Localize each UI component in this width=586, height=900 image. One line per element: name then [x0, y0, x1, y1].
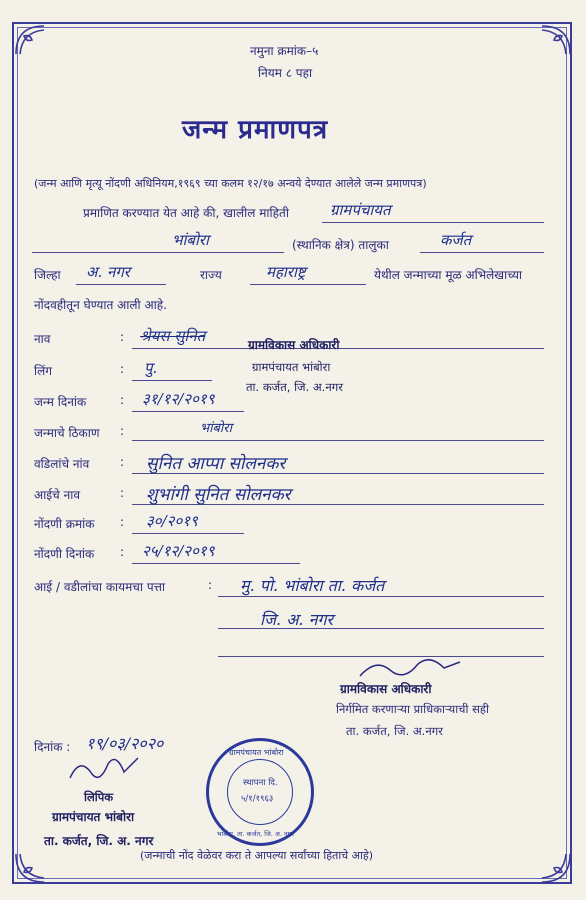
gender-label: लिंग — [34, 364, 53, 378]
state-handwritten: महाराष्ट्र — [266, 263, 306, 281]
mother-name-label: आईचे नाव — [34, 488, 81, 502]
taluka-handwritten: कर्जत — [440, 231, 472, 249]
signatory-caption: निर्गमित करणाऱ्या प्राधिकाऱ्याची सही — [336, 702, 489, 716]
address-line-2-handwritten: जि. अ. नगर — [260, 610, 334, 629]
seal-bottom-text: भांबोरा, ता. कर्जत, जि. अ. नगर — [217, 830, 294, 838]
seal-center-text: स्थापना दि. — [243, 778, 278, 788]
birthplace-label: जन्माचे ठिकाण — [34, 426, 100, 440]
name-handwritten: श्रेयस सुनित — [140, 327, 206, 345]
clerk-office: ग्रामपंचायत भांबोरा — [52, 810, 135, 824]
form-number: नमुना क्रमांक–५ — [250, 44, 319, 58]
corner-ornament-icon — [14, 850, 48, 884]
gender-handwritten: पु. — [144, 359, 158, 377]
officer-signature — [356, 650, 466, 684]
seal-ring-text: ग्रामपंचायत भांबोरा — [229, 748, 284, 757]
clerk-signature — [64, 748, 144, 790]
place-handwritten: भांबोरा — [172, 231, 209, 249]
record-text: येथील जन्माच्या मूळ अभिलेखाच्या — [374, 268, 523, 282]
reg-number-label: नोंदणी क्रमांक — [34, 517, 95, 531]
reg-date-label: नोंदणी दिनांक — [34, 547, 95, 561]
officer-stamp-office: ग्रामपंचायत भांबोरा — [252, 360, 331, 374]
gram-panchayat-seal — [206, 738, 314, 846]
state-label: राज्य — [200, 268, 222, 282]
address-line-1-handwritten: मु. पो. भांबोरा ता. कर्जत — [240, 576, 385, 595]
signatory-place: ता. कर्जत, जि. अ.नगर — [346, 724, 443, 738]
reg-date-handwritten: २५/१२/२०१९ — [142, 542, 215, 560]
reg-number-handwritten: ३०/२०१९ — [146, 512, 198, 530]
record-text-2: नोंदवहीतून घेण्यात आली आहे. — [34, 298, 167, 312]
officer-stamp-place: ता. कर्जत, जि. अ.नगर — [246, 380, 343, 394]
corner-ornament-icon — [538, 850, 572, 884]
corner-ornament-icon — [14, 24, 48, 58]
father-name-label: वडिलांचे नांव — [34, 457, 90, 471]
mother-name-handwritten: शुभांगी सुनित सोलनकर — [146, 485, 291, 505]
authority-handwritten: ग्रामपंचायत — [330, 201, 391, 219]
clerk-place: ता. कर्जत, जि. अ. नगर — [44, 834, 154, 848]
district-handwritten: अ. नगर — [86, 263, 130, 281]
issue-date-handwritten: १९/०३/२०२० — [86, 734, 164, 753]
birthplace-handwritten: भांबोरा — [200, 421, 232, 436]
father-name-handwritten: सुनित आप्पा सोलनकर — [146, 454, 286, 474]
act-reference: (जन्म आणि मृत्यू नोंदणी अधिनियम,१९६९ च्या कलम १२/१७ अन्वये देण्यात आलेले जन्म प्रमाणपत्र) — [34, 177, 427, 190]
certify-text: प्रमाणित करण्यात येत आहे की, खालील माहिती — [83, 206, 289, 220]
issue-date-label: दिनांक : — [34, 740, 71, 754]
seal-center-date: ५/१/१९६३ — [241, 794, 274, 804]
signatory-title: ग्रामविकास अधिकारी — [340, 682, 432, 696]
dob-handwritten: ३१/१२/२०१९ — [142, 390, 215, 408]
local-area-label: (स्थानिक क्षेत्र) तालुका — [292, 238, 389, 252]
officer-stamp-title: ग्रामविकास अधिकारी — [248, 338, 340, 352]
clerk-title: लिपिक — [84, 790, 114, 804]
corner-ornament-icon — [538, 24, 572, 58]
dob-label: जन्म दिनांक — [34, 395, 87, 409]
footer-note: (जन्माची नोंद वेळेवर करा ते आपल्या सर्वांच्या हिताचे आहे) — [140, 849, 374, 862]
page-title: जन्म प्रमाणपत्र — [182, 115, 329, 145]
rule-reference: नियम ८ पहा — [258, 66, 313, 80]
address-label: आई / वडीलांचा कायमचा पत्ता — [34, 580, 166, 594]
name-label: नाव — [34, 332, 51, 346]
district-label: जिल्हा — [34, 268, 61, 282]
